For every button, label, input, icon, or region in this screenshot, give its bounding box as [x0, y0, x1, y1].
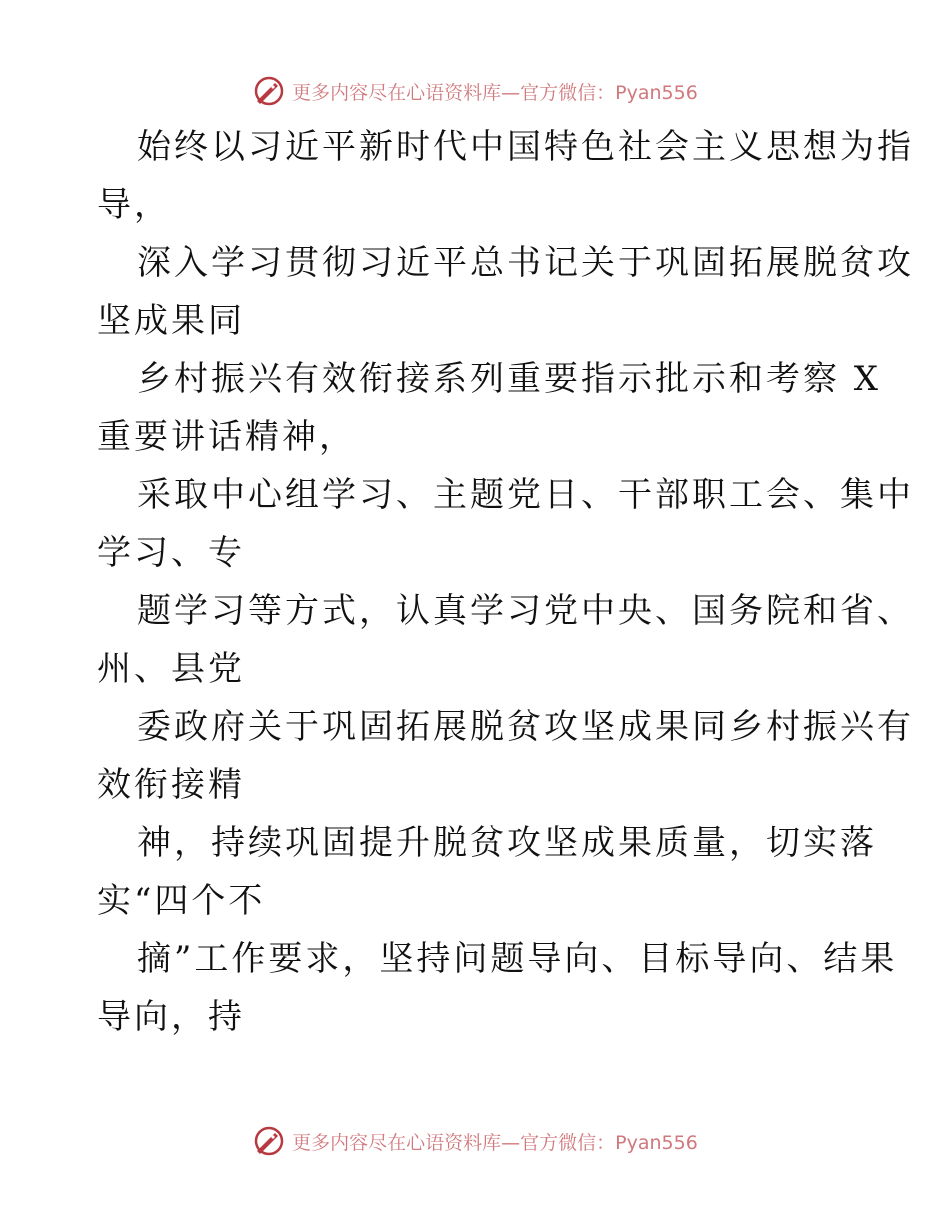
paragraph-8 — [97, 930, 898, 1046]
pen-nib-circle-icon — [252, 74, 286, 108]
paragraph-4 — [97, 466, 914, 582]
paragraph-1 — [97, 118, 914, 234]
paragraph-5 — [97, 582, 914, 698]
paragraph-line: 学习、专 — [97, 533, 245, 573]
paragraph-line: 州、县党 — [97, 649, 245, 689]
watermark-text: 更多内容尽在心语资料库—官方微信：Pyan556 — [292, 81, 698, 104]
pen-nib-circle-icon — [252, 1124, 286, 1158]
footer-watermark — [0, 1121, 950, 1161]
paragraph-line: 深入学习贯彻习近平总书记关于巩固拓展脱贫攻 — [137, 243, 914, 283]
paragraph-line: 导向，持 — [97, 997, 245, 1037]
paragraph-6 — [97, 698, 914, 814]
paragraph-2 — [97, 234, 914, 350]
paragraph-3 — [97, 350, 882, 466]
paragraph-line: 始终以习近平新时代中国特色社会主义思想为指 — [137, 127, 914, 167]
paragraph-line: 实“四个不 — [97, 881, 266, 921]
paragraph-7 — [97, 814, 877, 930]
paragraph-line: 乡村振兴有效衔接系列重要指示批示和考察 X — [137, 359, 882, 399]
paragraph-line: 委政府关于巩固拓展脱贫攻坚成果同乡村振兴有 — [137, 707, 914, 747]
paragraph-line: 坚成果同 — [97, 301, 245, 341]
paragraph-line: 效衔接精 — [97, 765, 245, 805]
paragraph-line: 重要讲话精神， — [97, 417, 356, 457]
paragraph-line: 题学习等方式，认真学习党中央、国务院和省、 — [137, 591, 914, 631]
paragraph-line: 神，持续巩固提升脱贫攻坚成果质量，切实落 — [137, 823, 877, 863]
paragraph-line: 导， — [97, 185, 171, 225]
document-body — [97, 118, 914, 1046]
watermark-text: 更多内容尽在心语资料库—官方微信：Pyan556 — [292, 1131, 698, 1154]
header-watermark — [0, 71, 950, 111]
paragraph-line: 摘”工作要求，坚持问题导向、目标导向、结果 — [137, 939, 898, 979]
paragraph-line: 采取中心组学习、主题党日、干部职工会、集中 — [137, 475, 914, 515]
